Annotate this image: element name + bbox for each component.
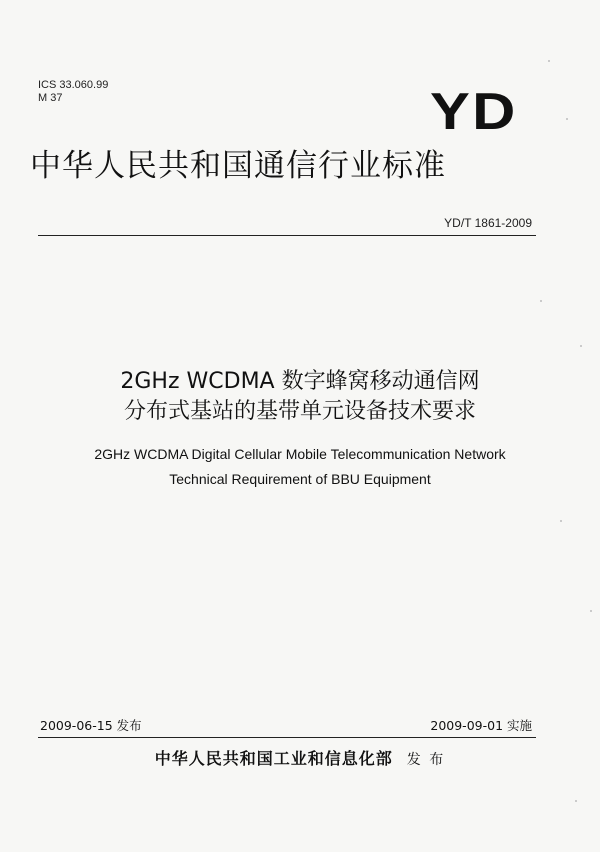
release-label: 发 布 bbox=[406, 752, 446, 768]
scan-speckle bbox=[560, 520, 562, 522]
ics-code: ICS 33.060.99 bbox=[38, 79, 109, 91]
implementation-date: 2009-09-01 实施 bbox=[430, 718, 532, 733]
scan-speckle bbox=[566, 118, 568, 120]
english-title-line-1: 2GHz WCDMA Digital Cellular Mobile Telecommunication Network bbox=[94, 446, 506, 462]
category-code: M 37 bbox=[38, 92, 63, 104]
scan-speckle bbox=[540, 300, 542, 302]
chinese-title-line-2: 分布式基站的基带单元设备技术要求 bbox=[123, 399, 476, 424]
scan-speckle bbox=[548, 60, 550, 62]
scan-speckle bbox=[590, 610, 592, 612]
bottom-divider bbox=[38, 737, 536, 738]
top-divider bbox=[38, 235, 536, 236]
scan-speckle bbox=[580, 345, 582, 347]
english-title-line-2: Technical Requirement of BBU Equipment bbox=[169, 471, 431, 487]
issue-date: 2009-06-15 发布 bbox=[40, 718, 142, 733]
chinese-title-line-1: 2GHz WCDMA 数字蜂窝移动通信网 bbox=[120, 369, 480, 394]
classification-codes bbox=[38, 79, 108, 105]
yd-logo: YD bbox=[430, 83, 518, 141]
standard-number: YD/T 1861-2009 bbox=[444, 216, 532, 230]
issuer-name: 中华人民共和国工业和信息化部 bbox=[154, 749, 393, 768]
issuing-authority bbox=[0, 746, 600, 769]
standard-type-heading: 中华人民共和国通信行业标准 bbox=[30, 148, 446, 184]
scan-speckle bbox=[575, 800, 577, 802]
